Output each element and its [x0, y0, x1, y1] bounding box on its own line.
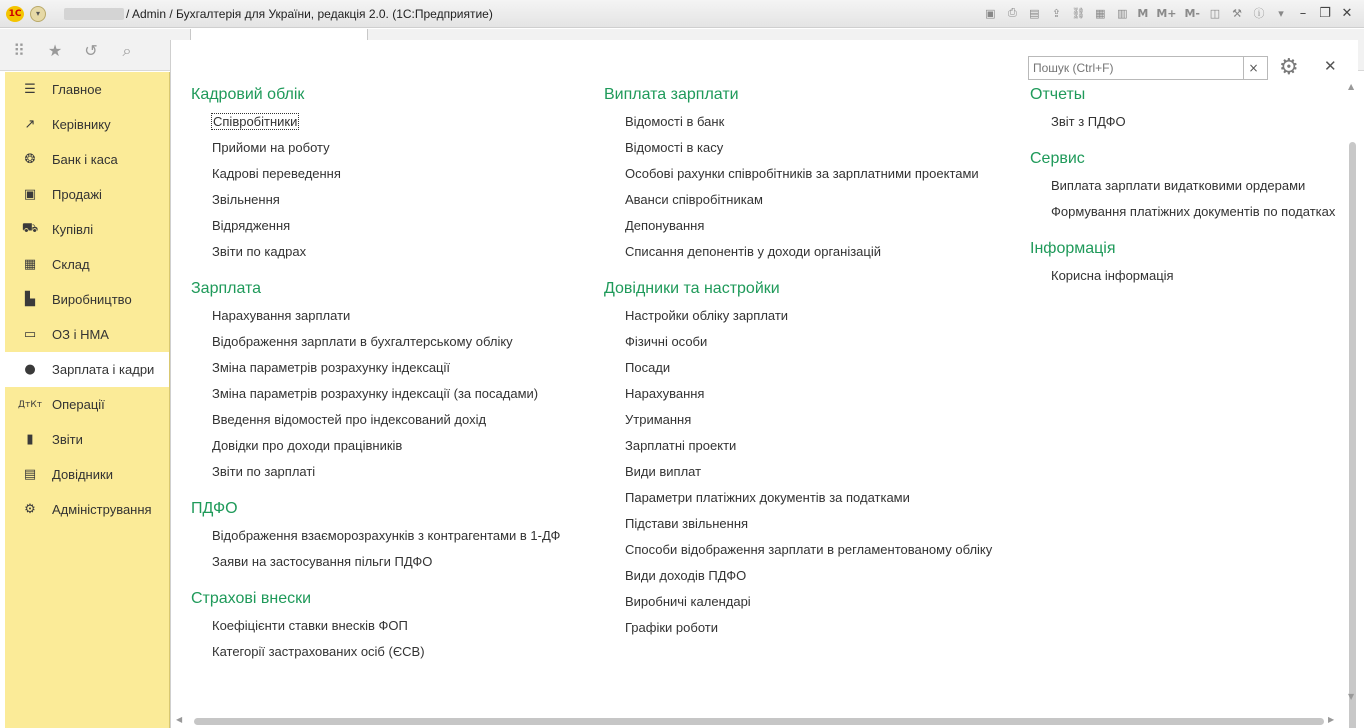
link-pdfo-report[interactable]: Звіт з ПДФО: [1051, 114, 1126, 129]
book-icon: ▤: [23, 467, 37, 482]
link-deductions[interactable]: Утримання: [625, 412, 692, 427]
chevron-down-icon[interactable]: ▾: [1278, 6, 1284, 20]
clear-search-button[interactable]: ×: [1243, 57, 1263, 79]
sidebar-item-label: Виробництво: [52, 292, 132, 307]
sidebar-item-manager[interactable]: [5, 107, 169, 142]
tools-icon[interactable]: ⚒: [1232, 6, 1242, 20]
upload-icon[interactable]: ⇪: [1051, 6, 1061, 20]
sidebar-item-catalogs[interactable]: [5, 457, 169, 492]
link-tax-payment-docs[interactable]: Формування платіжних документів по податках: [1051, 204, 1336, 219]
print-icon[interactable]: ⎙: [1007, 6, 1017, 19]
close-icon[interactable]: ✕: [1324, 57, 1337, 75]
cart-icon: ⛟: [21, 221, 39, 236]
search-input[interactable]: [1029, 58, 1243, 78]
link-salary-reports[interactable]: Звіти по зарплаті: [212, 464, 316, 479]
panel-icon[interactable]: ◫: [1209, 6, 1221, 20]
link-dismissals[interactable]: Звільнення: [212, 192, 280, 207]
link-1df-settlements[interactable]: Відображення взаєморозрахунків з контрагентами в 1-ДФ: [212, 528, 561, 543]
link-payroll[interactable]: Нарахування зарплати: [212, 308, 351, 323]
link-advances[interactable]: Аванси співробітникам: [625, 192, 763, 207]
section-title: Отчеты: [1030, 86, 1086, 103]
sidebar-item-label: Склад: [52, 257, 90, 272]
sidebar-item-admin[interactable]: [5, 492, 169, 527]
column-3: [1030, 84, 1335, 302]
scroll-thumb[interactable]: [1349, 142, 1356, 728]
minimize-button[interactable]: –: [1299, 5, 1307, 21]
info-icon[interactable]: ⓘ: [1253, 7, 1265, 20]
sidebar-item-label: Купівлі: [52, 222, 94, 237]
coins-icon: ❂: [24, 152, 36, 167]
sidebar-item-payroll[interactable]: [5, 352, 169, 387]
sidebar-item-label: Керівнику: [52, 117, 111, 132]
search-box: [1028, 56, 1268, 80]
title-bar: [0, 0, 1364, 28]
calendar-icon[interactable]: ▥: [1117, 6, 1128, 20]
link-icon[interactable]: ⛓: [1071, 6, 1086, 20]
link-transfers[interactable]: Кадрові переведення: [212, 166, 341, 181]
trend-icon: ↗: [24, 117, 36, 132]
sidebar-item-label: Довідники: [52, 467, 113, 482]
blurred-database-name: [64, 8, 124, 20]
section-insurance: [191, 588, 560, 668]
sidebar-item-label: Операції: [52, 397, 105, 412]
sidebar-item-sales[interactable]: [5, 177, 169, 212]
menu-icon: ☰: [24, 82, 36, 97]
sidebar-item-purchases[interactable]: [5, 212, 169, 247]
link-insured-categories[interactable]: Категорії застрахованих осіб (ЄСВ): [212, 644, 425, 659]
link-positions[interactable]: Посади: [625, 360, 671, 375]
preview-icon[interactable]: ▤: [1029, 6, 1040, 20]
scroll-down-icon[interactable]: ▼: [1348, 692, 1355, 701]
star-icon[interactable]: ★: [47, 41, 63, 60]
link-individuals[interactable]: Фізичні особи: [625, 334, 708, 349]
warehouse-icon: ▦: [23, 257, 37, 272]
sidebar-item-label: ОЗ і НМА: [52, 327, 109, 342]
sidebar-item-reports[interactable]: [5, 422, 169, 457]
sidebar-item-label: Адміністрування: [52, 502, 152, 517]
section-salary-payment: [604, 84, 992, 268]
sidebar-item-warehouse[interactable]: [5, 247, 169, 282]
column-1: [191, 84, 560, 678]
link-indexed-income[interactable]: Введення відомостей про індексований дохід: [212, 412, 487, 427]
restore-button[interactable]: ❐: [1319, 5, 1331, 21]
horizontal-scrollbar[interactable]: [172, 715, 1342, 727]
link-accruals[interactable]: Нарахування: [625, 386, 705, 401]
link-personal-accounts[interactable]: Особові рахунки співробітників за зарплатними проектами: [625, 166, 979, 181]
sidebar-item-production[interactable]: [5, 282, 169, 317]
link-salary-reflection-methods[interactable]: Способи відображення зарплати в регламентованому обліку: [625, 542, 993, 557]
link-deposit-writeoff[interactable]: Списання депонентів у доходи організацій: [625, 244, 882, 259]
sidebar-item-bank[interactable]: [5, 142, 169, 177]
link-work-schedules[interactable]: Графіки роботи: [625, 620, 718, 635]
person-icon: ●: [24, 362, 36, 377]
settings-gear-icon[interactable]: ⚙: [1279, 55, 1299, 80]
gear-icon: ⚙: [24, 502, 36, 517]
bar-chart-icon: ▮: [26, 432, 34, 447]
section-reports: [1030, 84, 1335, 138]
link-indexation-params-positions[interactable]: Зміна параметрів розрахунку індексації (за посадами): [212, 386, 539, 401]
dt-kt-icon: ДтКт: [18, 399, 42, 410]
apps-grid-icon[interactable]: ⠿: [13, 41, 25, 60]
memory-plus-button[interactable]: M+: [1156, 6, 1177, 20]
section-title: Кадровий облік: [191, 86, 305, 103]
link-hr-reports[interactable]: Звіти по кадрах: [212, 244, 307, 259]
save-icon[interactable]: ▣: [985, 6, 996, 20]
link-useful-info[interactable]: Корисна інформація: [1051, 268, 1174, 283]
link-payroll-settings[interactable]: Настройки обліку зарплати: [625, 308, 789, 323]
link-deposits[interactable]: Депонування: [625, 218, 705, 233]
window-title: / Admin / Бухгалтерія для України, редакція 2.0. (1С:Предприятие): [126, 6, 493, 21]
link-dismissal-grounds[interactable]: Підстави звільнення: [625, 516, 749, 531]
sidebar-item-label: Продажі: [52, 187, 102, 202]
link-hirings[interactable]: Прийоми на роботу: [212, 140, 330, 155]
search-icon[interactable]: ⌕: [122, 41, 132, 60]
main-menu-icon[interactable]: ▾: [30, 6, 46, 22]
sidebar-item-label: Главное: [52, 82, 102, 97]
section-title: ПДФО: [191, 500, 238, 517]
close-window-button[interactable]: ✕: [1341, 5, 1353, 21]
title-tools: [981, 5, 1356, 21]
link-salary-projects[interactable]: Зарплатні проекти: [625, 438, 737, 453]
link-indexation-params[interactable]: Зміна параметрів розрахунку індексації: [212, 360, 451, 375]
scroll-up-icon[interactable]: ▲: [1348, 82, 1355, 91]
scroll-right-icon[interactable]: ▶: [1328, 715, 1335, 724]
sidebar-item-label: Банк і каса: [52, 152, 118, 167]
scroll-thumb[interactable]: [194, 718, 1324, 725]
link-cash-orders-payment[interactable]: Виплата зарплати видатковими ордерами: [1051, 178, 1306, 193]
sidebar-item-assets[interactable]: [5, 317, 169, 352]
section-pdfo: [191, 498, 560, 578]
link-employees[interactable]: Співробітники: [213, 114, 298, 129]
link-cash-statements[interactable]: Відомості в касу: [625, 140, 724, 155]
section-service: [1030, 148, 1335, 228]
assets-icon: ▭: [23, 327, 37, 342]
section-hr: [191, 84, 560, 268]
section-information: [1030, 238, 1335, 292]
column-2: [604, 84, 992, 654]
link-payroll-accounting[interactable]: Відображення зарплати в бухгалтерському обліку: [212, 334, 513, 349]
memory-button[interactable]: M: [1137, 6, 1149, 20]
section-panel: [170, 40, 1358, 728]
sidebar-item-label: Звіти: [52, 432, 83, 447]
link-fop-rates[interactable]: Коефіцієнти ставки внесків ФОП: [212, 618, 408, 633]
shopping-bag-icon: ▣: [23, 187, 37, 202]
section-title: Довідники та настройки: [604, 280, 780, 297]
link-business-trips[interactable]: Відрядження: [212, 218, 291, 233]
memory-minus-button[interactable]: M-: [1184, 6, 1200, 20]
sections-panel: [5, 72, 170, 728]
factory-icon: ▙: [25, 292, 35, 307]
vertical-scrollbar[interactable]: [1346, 72, 1360, 718]
sidebar-item-main[interactable]: [5, 72, 169, 107]
link-bank-statements[interactable]: Відомості в банк: [625, 114, 725, 129]
link-tax-payment-params[interactable]: Параметри платіжних документів за податками: [625, 490, 910, 505]
calculator-icon[interactable]: ▦: [1095, 6, 1106, 20]
link-tax-benefit-applications[interactable]: Заяви на застосування пільги ПДФО: [212, 554, 433, 569]
app-logo-icon[interactable]: 1С: [4, 5, 26, 23]
scroll-left-icon[interactable]: ◀: [176, 715, 183, 724]
link-payment-types[interactable]: Види виплат: [625, 464, 702, 479]
history-icon[interactable]: ↺: [84, 41, 98, 60]
section-title: Виплата зарплати: [604, 86, 739, 103]
link-pdfo-income-types[interactable]: Види доходів ПДФО: [625, 568, 747, 583]
toolbar-icons: [10, 41, 136, 61]
sidebar-item-label: Зарплата і кадри: [52, 362, 155, 377]
section-salary: [191, 278, 560, 488]
section-title: Сервис: [1030, 150, 1085, 167]
section-title: Страхові внески: [191, 590, 312, 607]
link-income-certificates[interactable]: Довідки про доходи працівників: [212, 438, 403, 453]
section-title: Інформація: [1030, 240, 1116, 257]
section-catalogs-settings: [604, 278, 992, 644]
link-production-calendars[interactable]: Виробничі календарі: [625, 594, 751, 609]
sidebar-item-operations[interactable]: [5, 387, 169, 422]
section-title: Зарплата: [191, 280, 262, 297]
